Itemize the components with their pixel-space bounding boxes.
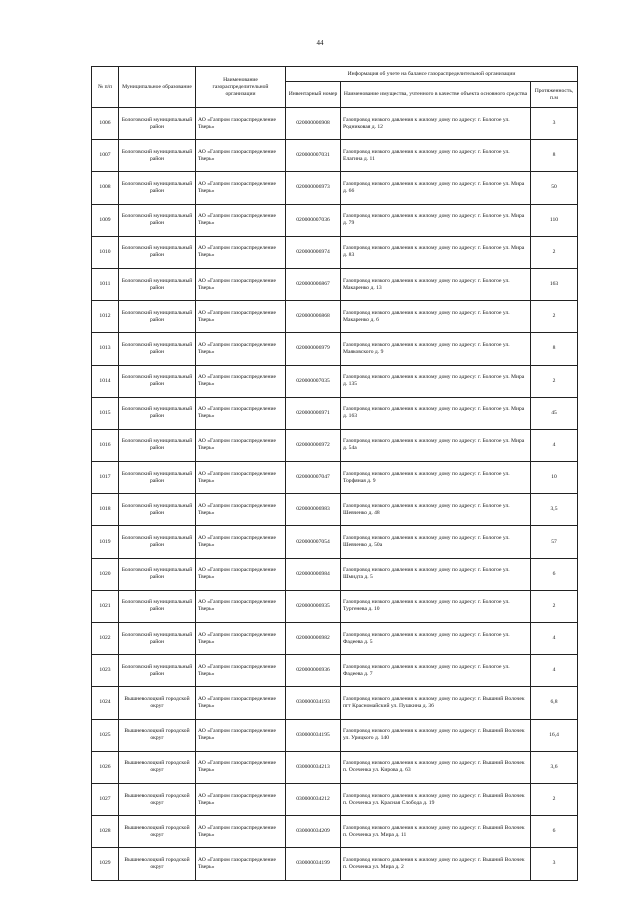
property-name-cell: Газопровод низкого давления к жилому дому по адресу: г. Вышний Волочек п. Осеченка ул. Мира д. 2 <box>341 848 531 880</box>
inventory-number-cell: 020000007035 <box>286 365 341 397</box>
organization-cell: АО «Газпром газораспределение Тверь» <box>196 783 286 815</box>
inventory-number-cell: 020000007054 <box>286 526 341 558</box>
length-cell: 2 <box>531 783 578 815</box>
organization-cell: АО «Газпром газораспределение Тверь» <box>196 494 286 526</box>
inventory-number-cell: 030000034213 <box>286 751 341 783</box>
organization-cell: АО «Газпром газораспределение Тверь» <box>196 268 286 300</box>
municipality-cell: Вышневолоцкий городской округ <box>119 687 196 719</box>
municipality-cell: Бологовский муниципальный район <box>119 623 196 655</box>
length-cell: 4 <box>531 623 578 655</box>
row-number: 1026 <box>92 751 119 783</box>
property-name-cell: Газопровод низкого давления к жилому дому по адресу: г. Бологое ул. Маяковского д. 9 <box>341 333 531 365</box>
organization-cell: АО «Газпром газораспределение Тверь» <box>196 172 286 204</box>
organization-cell: АО «Газпром газораспределение Тверь» <box>196 655 286 687</box>
property-name-cell: Газопровод низкого давления к жилому дому по адресу: г. Бологое ул. Фадеева д. 7 <box>341 655 531 687</box>
table-body <box>92 108 578 881</box>
municipality-cell: Бологовский муниципальный район <box>119 333 196 365</box>
table-row <box>92 590 578 622</box>
length-cell: 6 <box>531 558 578 590</box>
property-name-cell: Газопровод низкого давления к жилому дому по адресу: г. Бологое ул. Мира д. 79 <box>341 204 531 236</box>
length-cell: 6,8 <box>531 687 578 719</box>
municipality-cell: Бологовский муниципальный район <box>119 526 196 558</box>
municipality-cell: Вышневолоцкий городской округ <box>119 783 196 815</box>
inventory-number-cell: 020000006867 <box>286 268 341 300</box>
row-number: 1019 <box>92 526 119 558</box>
row-number: 1025 <box>92 719 119 751</box>
row-number: 1023 <box>92 655 119 687</box>
organization-cell: АО «Газпром газораспределение Тверь» <box>196 333 286 365</box>
header-num: № п/п <box>92 67 119 108</box>
inventory-number-cell: 020000006868 <box>286 301 341 333</box>
inventory-number-cell: 020000006935 <box>286 590 341 622</box>
organization-cell: АО «Газпром газораспределение Тверь» <box>196 462 286 494</box>
municipality-cell: Бологовский муниципальный район <box>119 558 196 590</box>
row-number: 1016 <box>92 429 119 461</box>
table-row <box>92 719 578 751</box>
inventory-number-cell: 020000006979 <box>286 333 341 365</box>
length-cell: 50 <box>531 172 578 204</box>
row-number: 1009 <box>92 204 119 236</box>
organization-cell: АО «Газпром газораспределение Тверь» <box>196 719 286 751</box>
inventory-number-cell: 030000034195 <box>286 719 341 751</box>
row-number: 1017 <box>92 462 119 494</box>
property-name-cell: Газопровод низкого давления к жилому дому по адресу: г. Бологое ул. Елагина д. 11 <box>341 140 531 172</box>
organization-cell: АО «Газпром газораспределение Тверь» <box>196 301 286 333</box>
property-name-cell: Газопровод низкого давления к жилому дому по адресу: г. Бологое ул. Родниковая д. 12 <box>341 108 531 140</box>
organization-cell: АО «Газпром газораспределение Тверь» <box>196 687 286 719</box>
table-row <box>92 526 578 558</box>
municipality-cell: Бологовский муниципальный район <box>119 236 196 268</box>
row-number: 1012 <box>92 301 119 333</box>
length-cell: 3 <box>531 108 578 140</box>
length-cell: 3,5 <box>531 494 578 526</box>
inventory-number-cell: 020000006972 <box>286 429 341 461</box>
property-name-cell: Газопровод низкого давления к жилому дому по адресу: г. Бологое ул. Шевченко д. 48 <box>341 494 531 526</box>
organization-cell: АО «Газпром газораспределение Тверь» <box>196 623 286 655</box>
length-cell: 2 <box>531 365 578 397</box>
organization-cell: АО «Газпром газораспределение Тверь» <box>196 236 286 268</box>
table-row <box>92 268 578 300</box>
municipality-cell: Бологовский муниципальный район <box>119 301 196 333</box>
length-cell: 2 <box>531 301 578 333</box>
row-number: 1029 <box>92 848 119 880</box>
property-name-cell: Газопровод низкого давления к жилому дому по адресу: г. Вышний Волочек ул. Урицкого д. 140 <box>341 719 531 751</box>
property-name-cell: Газопровод низкого давления к жилому дому по адресу: г. Вышний Волочек п. Осеченка ул. Мира д. 11 <box>341 816 531 848</box>
row-number: 1020 <box>92 558 119 590</box>
table-row <box>92 687 578 719</box>
property-name-cell: Газопровод низкого давления к жилому дому по адресу: г. Бологое ул. Торфяная д. 9 <box>341 462 531 494</box>
table-row <box>92 397 578 429</box>
length-cell: 16,4 <box>531 719 578 751</box>
table-row <box>92 108 578 140</box>
row-number: 1008 <box>92 172 119 204</box>
inventory-number-cell: 020000006984 <box>286 558 341 590</box>
length-cell: 3,6 <box>531 751 578 783</box>
property-name-cell: Газопровод низкого давления к жилому дому по адресу: г. Бологое ул. Мира д. 83 <box>341 236 531 268</box>
municipality-cell: Бологовский муниципальный район <box>119 590 196 622</box>
municipality-cell: Бологовский муниципальный район <box>119 365 196 397</box>
length-cell: 8 <box>531 140 578 172</box>
header-length: Протяженность, п.м <box>531 82 578 108</box>
municipality-cell: Бологовский муниципальный район <box>119 140 196 172</box>
header-info-group: Информация об учете на балансе газораспределительной организации <box>286 67 578 82</box>
organization-cell: АО «Газпром газораспределение Тверь» <box>196 751 286 783</box>
row-number: 1011 <box>92 268 119 300</box>
property-name-cell: Газопровод низкого давления к жилому дому по адресу: г. Вышний Волочек п. Осеченка ул. Красная Слобода д. 19 <box>341 783 531 815</box>
property-name-cell: Газопровод низкого давления к жилому дому по адресу: г. Бологое ул. Шмидта д. 5 <box>341 558 531 590</box>
length-cell: 4 <box>531 429 578 461</box>
row-number: 1015 <box>92 397 119 429</box>
header-municipality: Муниципальное образование <box>119 67 196 108</box>
length-cell: 2 <box>531 236 578 268</box>
organization-cell: АО «Газпром газораспределение Тверь» <box>196 848 286 880</box>
municipality-cell: Вышневолоцкий городской округ <box>119 848 196 880</box>
table-row <box>92 494 578 526</box>
property-name-cell: Газопровод низкого давления к жилому дому по адресу: г. Бологое ул. Мира д. 163 <box>341 397 531 429</box>
length-cell: 45 <box>531 397 578 429</box>
table-row <box>92 333 578 365</box>
municipality-cell: Вышневолоцкий городской округ <box>119 719 196 751</box>
municipality-cell: Бологовский муниципальный район <box>119 172 196 204</box>
row-number: 1010 <box>92 236 119 268</box>
row-number: 1022 <box>92 623 119 655</box>
page-number: 44 <box>316 39 324 47</box>
property-name-cell: Газопровод низкого давления к жилому дому по адресу: г. Вышний Волочек п. Осеченка ул. Кирова д. 63 <box>341 751 531 783</box>
organization-cell: АО «Газпром газораспределение Тверь» <box>196 365 286 397</box>
table-row <box>92 848 578 880</box>
organization-cell: АО «Газпром газораспределение Тверь» <box>196 429 286 461</box>
municipality-cell: Бологовский муниципальный район <box>119 429 196 461</box>
row-number: 1024 <box>92 687 119 719</box>
organization-cell: АО «Газпром газораспределение Тверь» <box>196 558 286 590</box>
row-number: 1007 <box>92 140 119 172</box>
row-number: 1028 <box>92 816 119 848</box>
inventory-number-cell: 020000007031 <box>286 140 341 172</box>
table-row <box>92 236 578 268</box>
table-row <box>92 172 578 204</box>
organization-cell: АО «Газпром газораспределение Тверь» <box>196 590 286 622</box>
inventory-number-cell: 030000034209 <box>286 816 341 848</box>
inventory-number-cell: 030000034212 <box>286 783 341 815</box>
property-name-cell: Газопровод низкого давления к жилому дому по адресу: г. Бологое ул. Макаренко д. 13 <box>341 268 531 300</box>
property-name-cell: Газопровод низкого давления к жилому дому по адресу: г. Бологое ул. Мира д. 135 <box>341 365 531 397</box>
length-cell: 6 <box>531 816 578 848</box>
inventory-number-cell: 020000006971 <box>286 397 341 429</box>
organization-cell: АО «Газпром газораспределение Тверь» <box>196 140 286 172</box>
inventory-number-cell: 020000006974 <box>286 236 341 268</box>
municipality-cell: Бологовский муниципальный район <box>119 204 196 236</box>
municipality-cell: Бологовский муниципальный район <box>119 397 196 429</box>
table-row <box>92 365 578 397</box>
table-row <box>92 751 578 783</box>
table-row <box>92 783 578 815</box>
length-cell: 3 <box>531 848 578 880</box>
length-cell: 8 <box>531 333 578 365</box>
municipality-cell: Бологовский муниципальный район <box>119 108 196 140</box>
municipality-cell: Бологовский муниципальный район <box>119 462 196 494</box>
table-row <box>92 204 578 236</box>
row-number: 1021 <box>92 590 119 622</box>
inventory-number-cell: 030000034199 <box>286 848 341 880</box>
municipality-cell: Вышневолоцкий городской округ <box>119 816 196 848</box>
inventory-number-cell: 020000006936 <box>286 655 341 687</box>
inventory-number-cell: 020000006908 <box>286 108 341 140</box>
property-name-cell: Газопровод низкого давления к жилому дому по адресу: г. Бологое ул. Мира д. 54а <box>341 429 531 461</box>
property-name-cell: Газопровод низкого давления к жилому дому по адресу: г. Бологое ул. Макаренко д. 6 <box>341 301 531 333</box>
length-cell: 2 <box>531 590 578 622</box>
table-row <box>92 816 578 848</box>
table-row <box>92 558 578 590</box>
municipality-cell: Бологовский муниципальный район <box>119 655 196 687</box>
inventory-number-cell: 020000007036 <box>286 204 341 236</box>
header-property: Наименование имущества, учтенного в качестве объекта основного средства <box>341 82 531 108</box>
row-number: 1018 <box>92 494 119 526</box>
gas-pipeline-table <box>91 66 578 881</box>
row-number: 1013 <box>92 333 119 365</box>
inventory-number-cell: 020000006982 <box>286 623 341 655</box>
table-row <box>92 655 578 687</box>
row-number: 1014 <box>92 365 119 397</box>
header-inventory: Инвентарный номер <box>286 82 341 108</box>
length-cell: 110 <box>531 204 578 236</box>
length-cell: 163 <box>531 268 578 300</box>
organization-cell: АО «Газпром газораспределение Тверь» <box>196 397 286 429</box>
property-name-cell: Газопровод низкого давления к жилому дому по адресу: г. Вышний Волочек пгт Красномайский ул. Пушкина д. 36 <box>341 687 531 719</box>
municipality-cell: Бологовский муниципальный район <box>119 268 196 300</box>
header-org: Наименование газораспределительной организации <box>196 67 286 108</box>
municipality-cell: Бологовский муниципальный район <box>119 494 196 526</box>
length-cell: 4 <box>531 655 578 687</box>
table-row <box>92 462 578 494</box>
organization-cell: АО «Газпром газораспределение Тверь» <box>196 108 286 140</box>
property-name-cell: Газопровод низкого давления к жилому дому по адресу: г. Бологое ул. Тургенева д. 10 <box>341 590 531 622</box>
inventory-number-cell: 020000006983 <box>286 494 341 526</box>
inventory-number-cell: 020000006973 <box>286 172 341 204</box>
organization-cell: АО «Газпром газораспределение Тверь» <box>196 526 286 558</box>
property-name-cell: Газопровод низкого давления к жилому дому по адресу: г. Бологое ул. Мира д. 66 <box>341 172 531 204</box>
inventory-number-cell: 020000007047 <box>286 462 341 494</box>
table-row <box>92 429 578 461</box>
row-number: 1006 <box>92 108 119 140</box>
organization-cell: АО «Газпром газораспределение Тверь» <box>196 204 286 236</box>
table-row <box>92 140 578 172</box>
length-cell: 57 <box>531 526 578 558</box>
property-name-cell: Газопровод низкого давления к жилому дому по адресу: г. Бологое ул. Шевченко д. 50а <box>341 526 531 558</box>
property-name-cell: Газопровод низкого давления к жилому дому по адресу: г. Бологое ул. Фадеева д. 5 <box>341 623 531 655</box>
row-number: 1027 <box>92 783 119 815</box>
inventory-number-cell: 030000034193 <box>286 687 341 719</box>
organization-cell: АО «Газпром газораспределение Тверь» <box>196 816 286 848</box>
table-row <box>92 623 578 655</box>
table-row <box>92 301 578 333</box>
municipality-cell: Вышневолоцкий городской округ <box>119 751 196 783</box>
length-cell: 10 <box>531 462 578 494</box>
